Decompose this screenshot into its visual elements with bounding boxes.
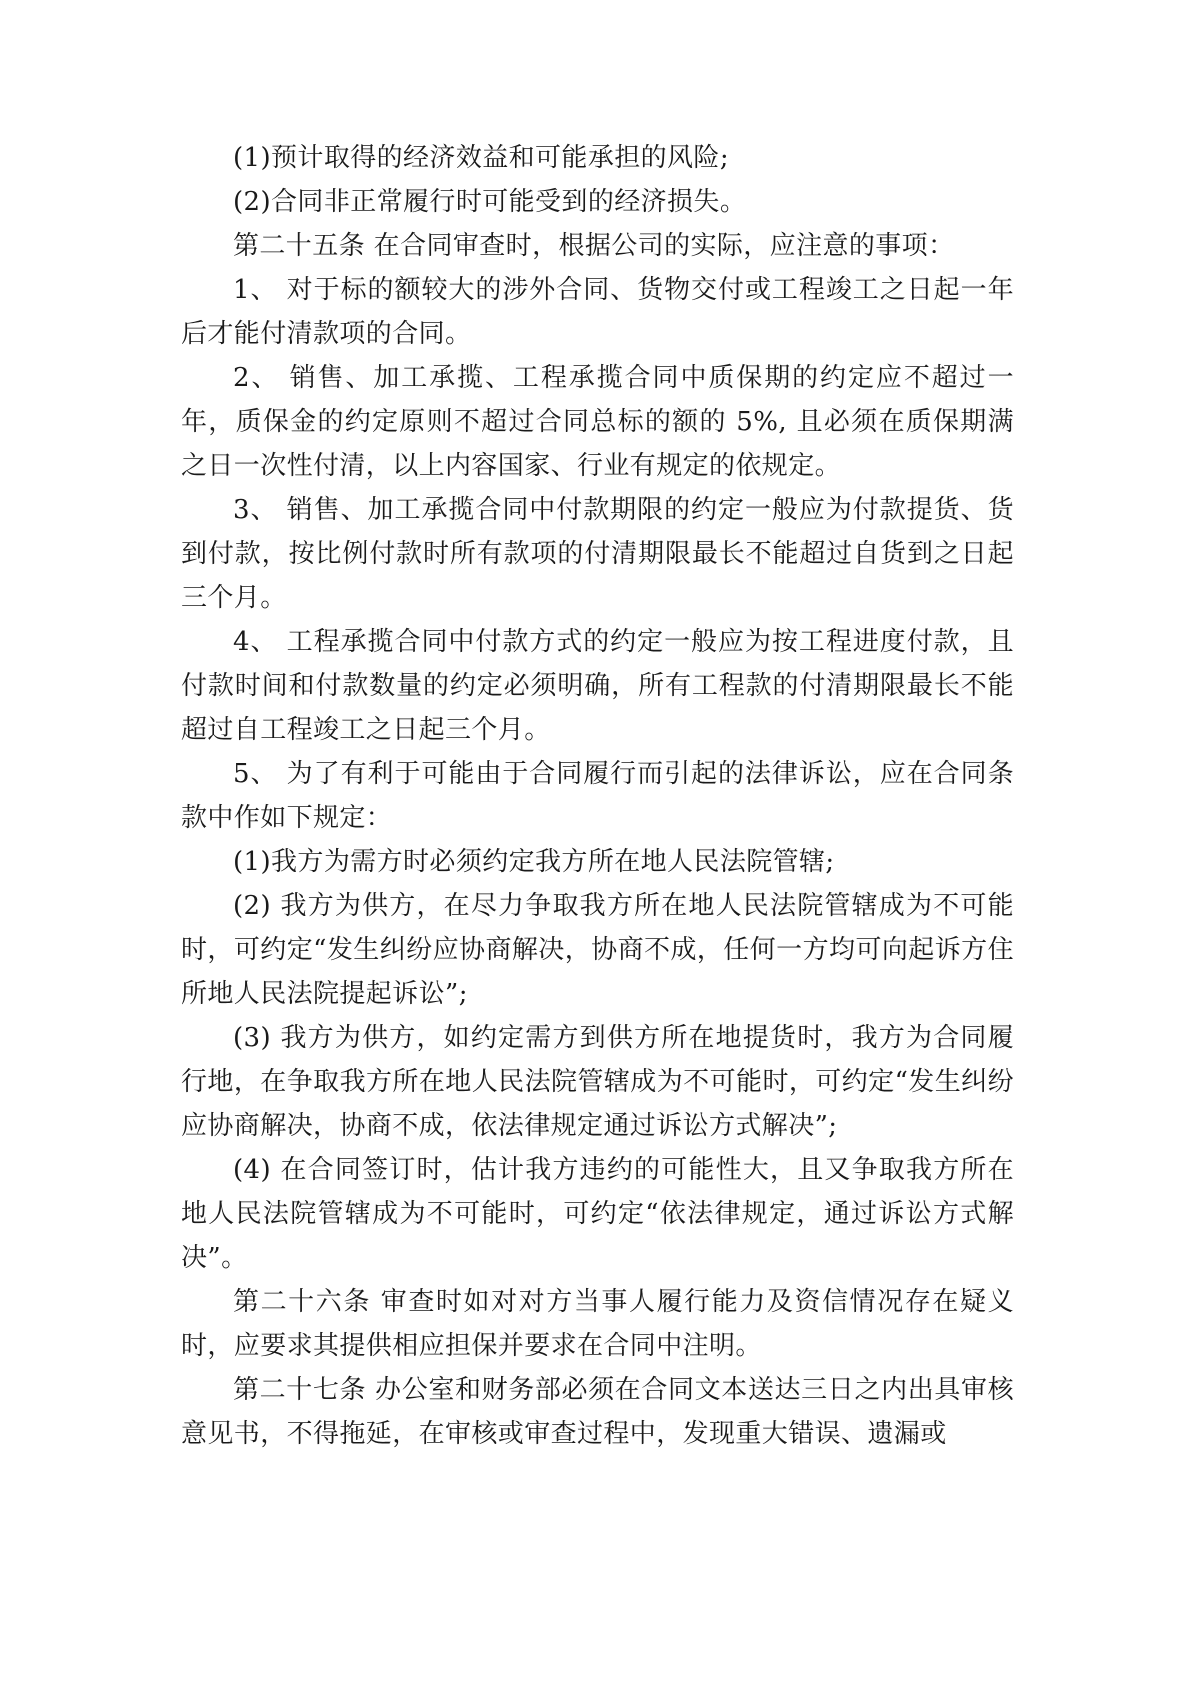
- paragraph-rule-1: 1、 对于标的额较大的涉外合同、货物交付或工程竣工之日起一年后才能付清款项的合同。: [181, 275, 1014, 349]
- document-body: [181, 136, 1014, 1456]
- paragraph-rule-2: 2、 销售、加工承揽、工程承揽合同中质保期的约定应不超过一年，质保金的约定原则不超过合同总标的额的 5%, 且必须在质保期满之日一次性付清，以上内容国家、行业有规定的依规定。: [181, 363, 1014, 481]
- paragraph-item-2: (2)合同非正常履行时可能受到的经济损失。: [233, 187, 747, 217]
- paragraph-subitem-4: (4) 在合同签订时，估计我方违约的可能性大，且又争取我方所在地人民法院管辖成为不可能时，可约定“依法律规定，通过诉讼方式解决”。: [181, 1155, 1014, 1273]
- paragraph-subitem-2: (2) 我方为供方，在尽力争取我方所在地人民法院管辖成为不可能时，可约定“发生纠纷应协商解决，协商不成，任何一方均可向起诉方住所地人民法院提起诉讼”;: [181, 891, 1014, 1009]
- paragraph-item-1: (1)预计取得的经济效益和可能承担的风险;: [233, 143, 729, 173]
- paragraph-rule-4: 4、 工程承揽合同中付款方式的约定一般应为按工程进度付款，且付款时间和付款数量的约定必须明确，所有工程款的付清期限最长不能超过自工程竣工之日起三个月。: [181, 627, 1014, 745]
- paragraph-rule-5: 5、 为了有利于可能由于合同履行而引起的法律诉讼，应在合同条款中作如下规定：: [181, 759, 1014, 833]
- paragraph-rule-3: 3、 销售、加工承揽合同中付款期限的约定一般应为付款提货、货到付款，按比例付款时所有款项的付清期限最长不能超过自货到之日起三个月。: [181, 495, 1014, 613]
- paragraph-subitem-1: (1)我方为需方时必须约定我方所在地人民法院管辖;: [233, 847, 835, 877]
- article-26: 第二十六条 审查时如对对方当事人履行能力及资信情况存在疑义时，应要求其提供相应担保并要求在合同中注明。: [181, 1287, 1014, 1361]
- article-25-heading: 第二十五条 在合同审查时，根据公司的实际，应注意的事项：: [233, 231, 955, 261]
- paragraph-subitem-3: (3) 我方为供方，如约定需方到供方所在地提货时，我方为合同履行地，在争取我方所在地人民法院管辖成为不可能时，可约定“发生纠纷应协商解决，协商不成，依法律规定通过诉讼方式解决”;: [181, 1023, 1014, 1141]
- article-27: 第二十七条 办公室和财务部必须在合同文本送达三日之内出具审核意见书，不得拖延，在审核或审查过程中，发现重大错误、遗漏或: [181, 1375, 1014, 1449]
